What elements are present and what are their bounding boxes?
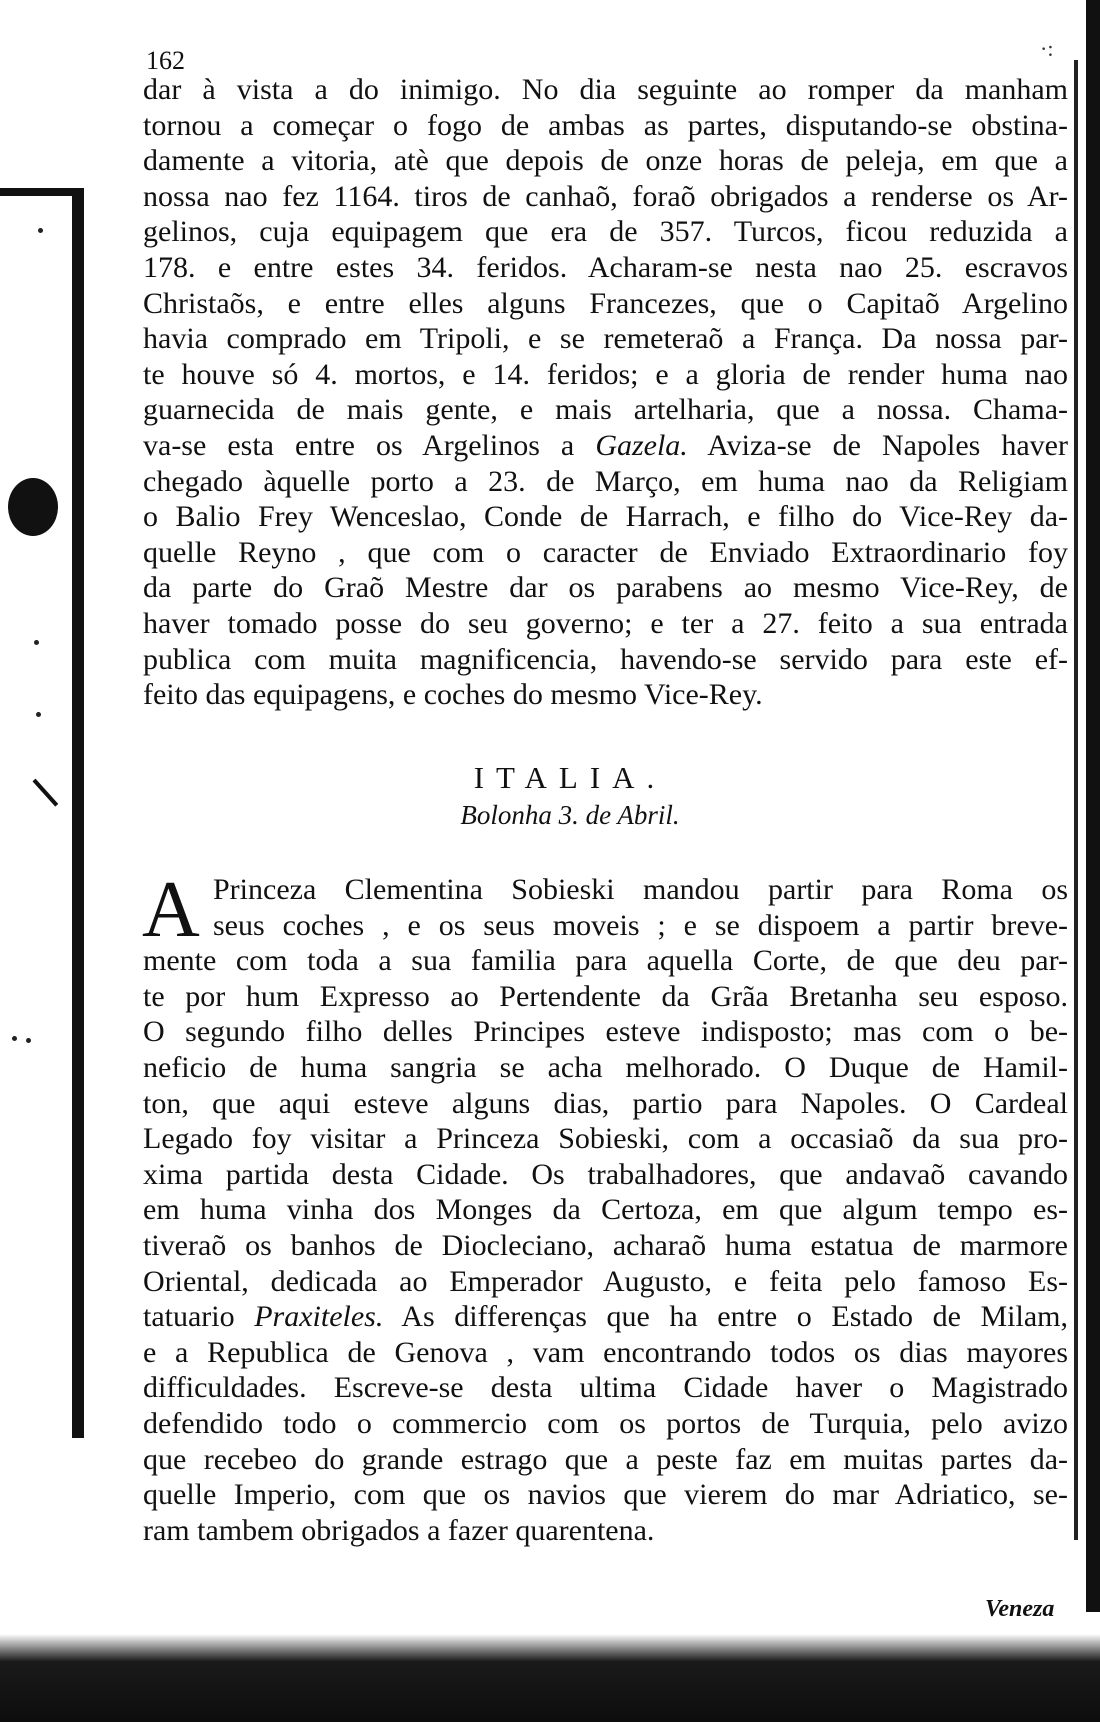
text-line: te houve só 4. mortos, e 14. feridos; e a gloria de render huma nao: [143, 357, 1068, 391]
text-line: haver tomado posse do seu governo; e ter a 27. feito a sua entrada: [143, 606, 1068, 640]
text-line: dar à vista a do inimigo. No dia seguinte ao romper da manham: [143, 73, 1068, 106]
drop-cap: A: [142, 866, 200, 954]
text-line: seus coches , e os seus moveis ; e se dispoem a partir breve-: [213, 908, 1068, 942]
adjacent-page-dot: [36, 712, 41, 717]
text-line: o Balio Frey Wenceslao, Conde de Harrach, e filho do Vice-Rey da-: [143, 500, 1068, 534]
adjacent-page-dot: [38, 228, 43, 233]
text-segment: tatuario: [143, 1300, 235, 1334]
text-line: mente com toda a sua familia para aquella Corte, de que deu par-: [143, 944, 1068, 978]
adjacent-page-hole: [8, 478, 58, 536]
text-line: Oriental, dedicada ao Emperador Augusto, e feita pelo famoso Es-: [143, 1264, 1068, 1298]
dateline: Bolonha 3. de Abril.: [460, 800, 680, 830]
text-line: te por hum Expresso ao Pertendente da Grãa Bretanha seu esposo.: [143, 979, 1068, 1013]
text-line: quelle Reyno , que com o caracter de Enviado Extraordinario foy: [143, 535, 1068, 569]
text-line: O segundo filho delles Principes esteve indisposto; mas com o be-: [143, 1015, 1068, 1049]
adjacent-page-dot: [26, 1038, 31, 1043]
scan-edge-bottom: [0, 1612, 1100, 1722]
section-heading: ITALIA.: [473, 760, 667, 795]
text-line: xima partida desta Cidade. Os trabalhadores, que andavaõ cavando: [143, 1157, 1068, 1191]
paragraph-2: [142, 866, 1068, 1548]
text-line: ram tambem obrigados a fazer quarentena.: [143, 1513, 655, 1547]
text-line: damente a vitoria, atè que depois de onze horas de peleja, em que a: [143, 144, 1068, 178]
text-line: da parte do Graõ Mestre dar os parabens ao mesmo Vice-Rey, de: [143, 571, 1068, 605]
text-line: em huma vinha dos Monges da Certoza, em que algum tempo es-: [143, 1193, 1068, 1227]
text-line: havia comprado em Tripoli, e se remeteraõ a França. Da nossa par-: [143, 322, 1068, 356]
text-line: feito das equipagens, e coches do mesmo Vice-Rey.: [143, 678, 763, 712]
text-line: e a Republica de Genova , vam encontrando todos os dias mayores: [143, 1335, 1068, 1369]
text-segment: Aviza-se de Napoles haver: [707, 428, 1068, 462]
text-line: Princeza Clementina Sobieski mandou partir para Roma os: [213, 873, 1068, 906]
text-line: nossa nao fez 1164. tiros de canhaõ, foraõ obrigados a renderse os Ar-: [143, 179, 1068, 213]
text-line: gelinos, cuja equipagem que era de 357. Turcos, ficou reduzida a: [143, 215, 1068, 249]
text-line: neficio de huma sangria se acha melhorado. O Duque de Hamil-: [143, 1050, 1068, 1084]
page-number: 162: [146, 46, 185, 75]
text-line: publica com muita magnificencia, havendo-se servido para este ef-: [143, 642, 1068, 676]
text-line: guarnecida de mais gente, e mais artelharia, que a nossa. Chama-: [143, 393, 1068, 427]
text-line: defendido todo o commercio com os portos de Turquia, pelo avizo: [143, 1406, 1068, 1440]
ship-name-italic: Gazela.: [595, 428, 688, 462]
catchword: Veneza: [985, 1596, 1055, 1622]
text-line: chegado àquelle porto a 23. de Março, em huma nao da Religiam: [143, 464, 1068, 498]
text-line: ton, que aqui esteve alguns dias, partio para Napoles. O Cardeal: [143, 1086, 1068, 1120]
scan-edge-right: [1086, 0, 1100, 1722]
sculptor-name-italic: Praxiteles.: [254, 1300, 384, 1334]
text-line: que recebeo do grande estrago que a peste faz em muitas partes da-: [143, 1442, 1068, 1476]
text-line: 178. e entre estes 34. feridos. Acharam-se nesta nao 25. escravos: [143, 250, 1068, 284]
text-line: tiveraõ os banhos de Diocleciano, acharaõ huma estatua de marmore: [143, 1228, 1068, 1262]
text-line-with-italic: [143, 428, 1068, 464]
adjacent-page-dot: [12, 1036, 17, 1041]
text-line-with-italic: [143, 1299, 1068, 1335]
text-line: difficuldades. Escreve-se desta ultima Cidade haver o Magistrado: [143, 1371, 1068, 1405]
text-line: tornou a começar o fogo de ambas as partes, disputando-se obstina-: [143, 108, 1068, 142]
scan-mark: ·:: [1040, 36, 1054, 61]
paragraph-1: [143, 72, 1068, 713]
text-line: Christaõs, e entre elles alguns Francezes, que o Capitaõ Argelino: [143, 286, 1068, 320]
text-line: Legado foy visitar a Princeza Sobieski, com a occasiaõ da sua pro-: [143, 1122, 1068, 1156]
text-line: quelle Imperio, com que os navios que vierem do mar Adriatico, se-: [143, 1478, 1068, 1512]
text-segment: va-se esta entre os Argelinos a: [143, 428, 575, 462]
text-segment: As differenças que ha entre o Estado de Milam,: [401, 1300, 1068, 1334]
adjacent-page-dot: [34, 640, 39, 645]
